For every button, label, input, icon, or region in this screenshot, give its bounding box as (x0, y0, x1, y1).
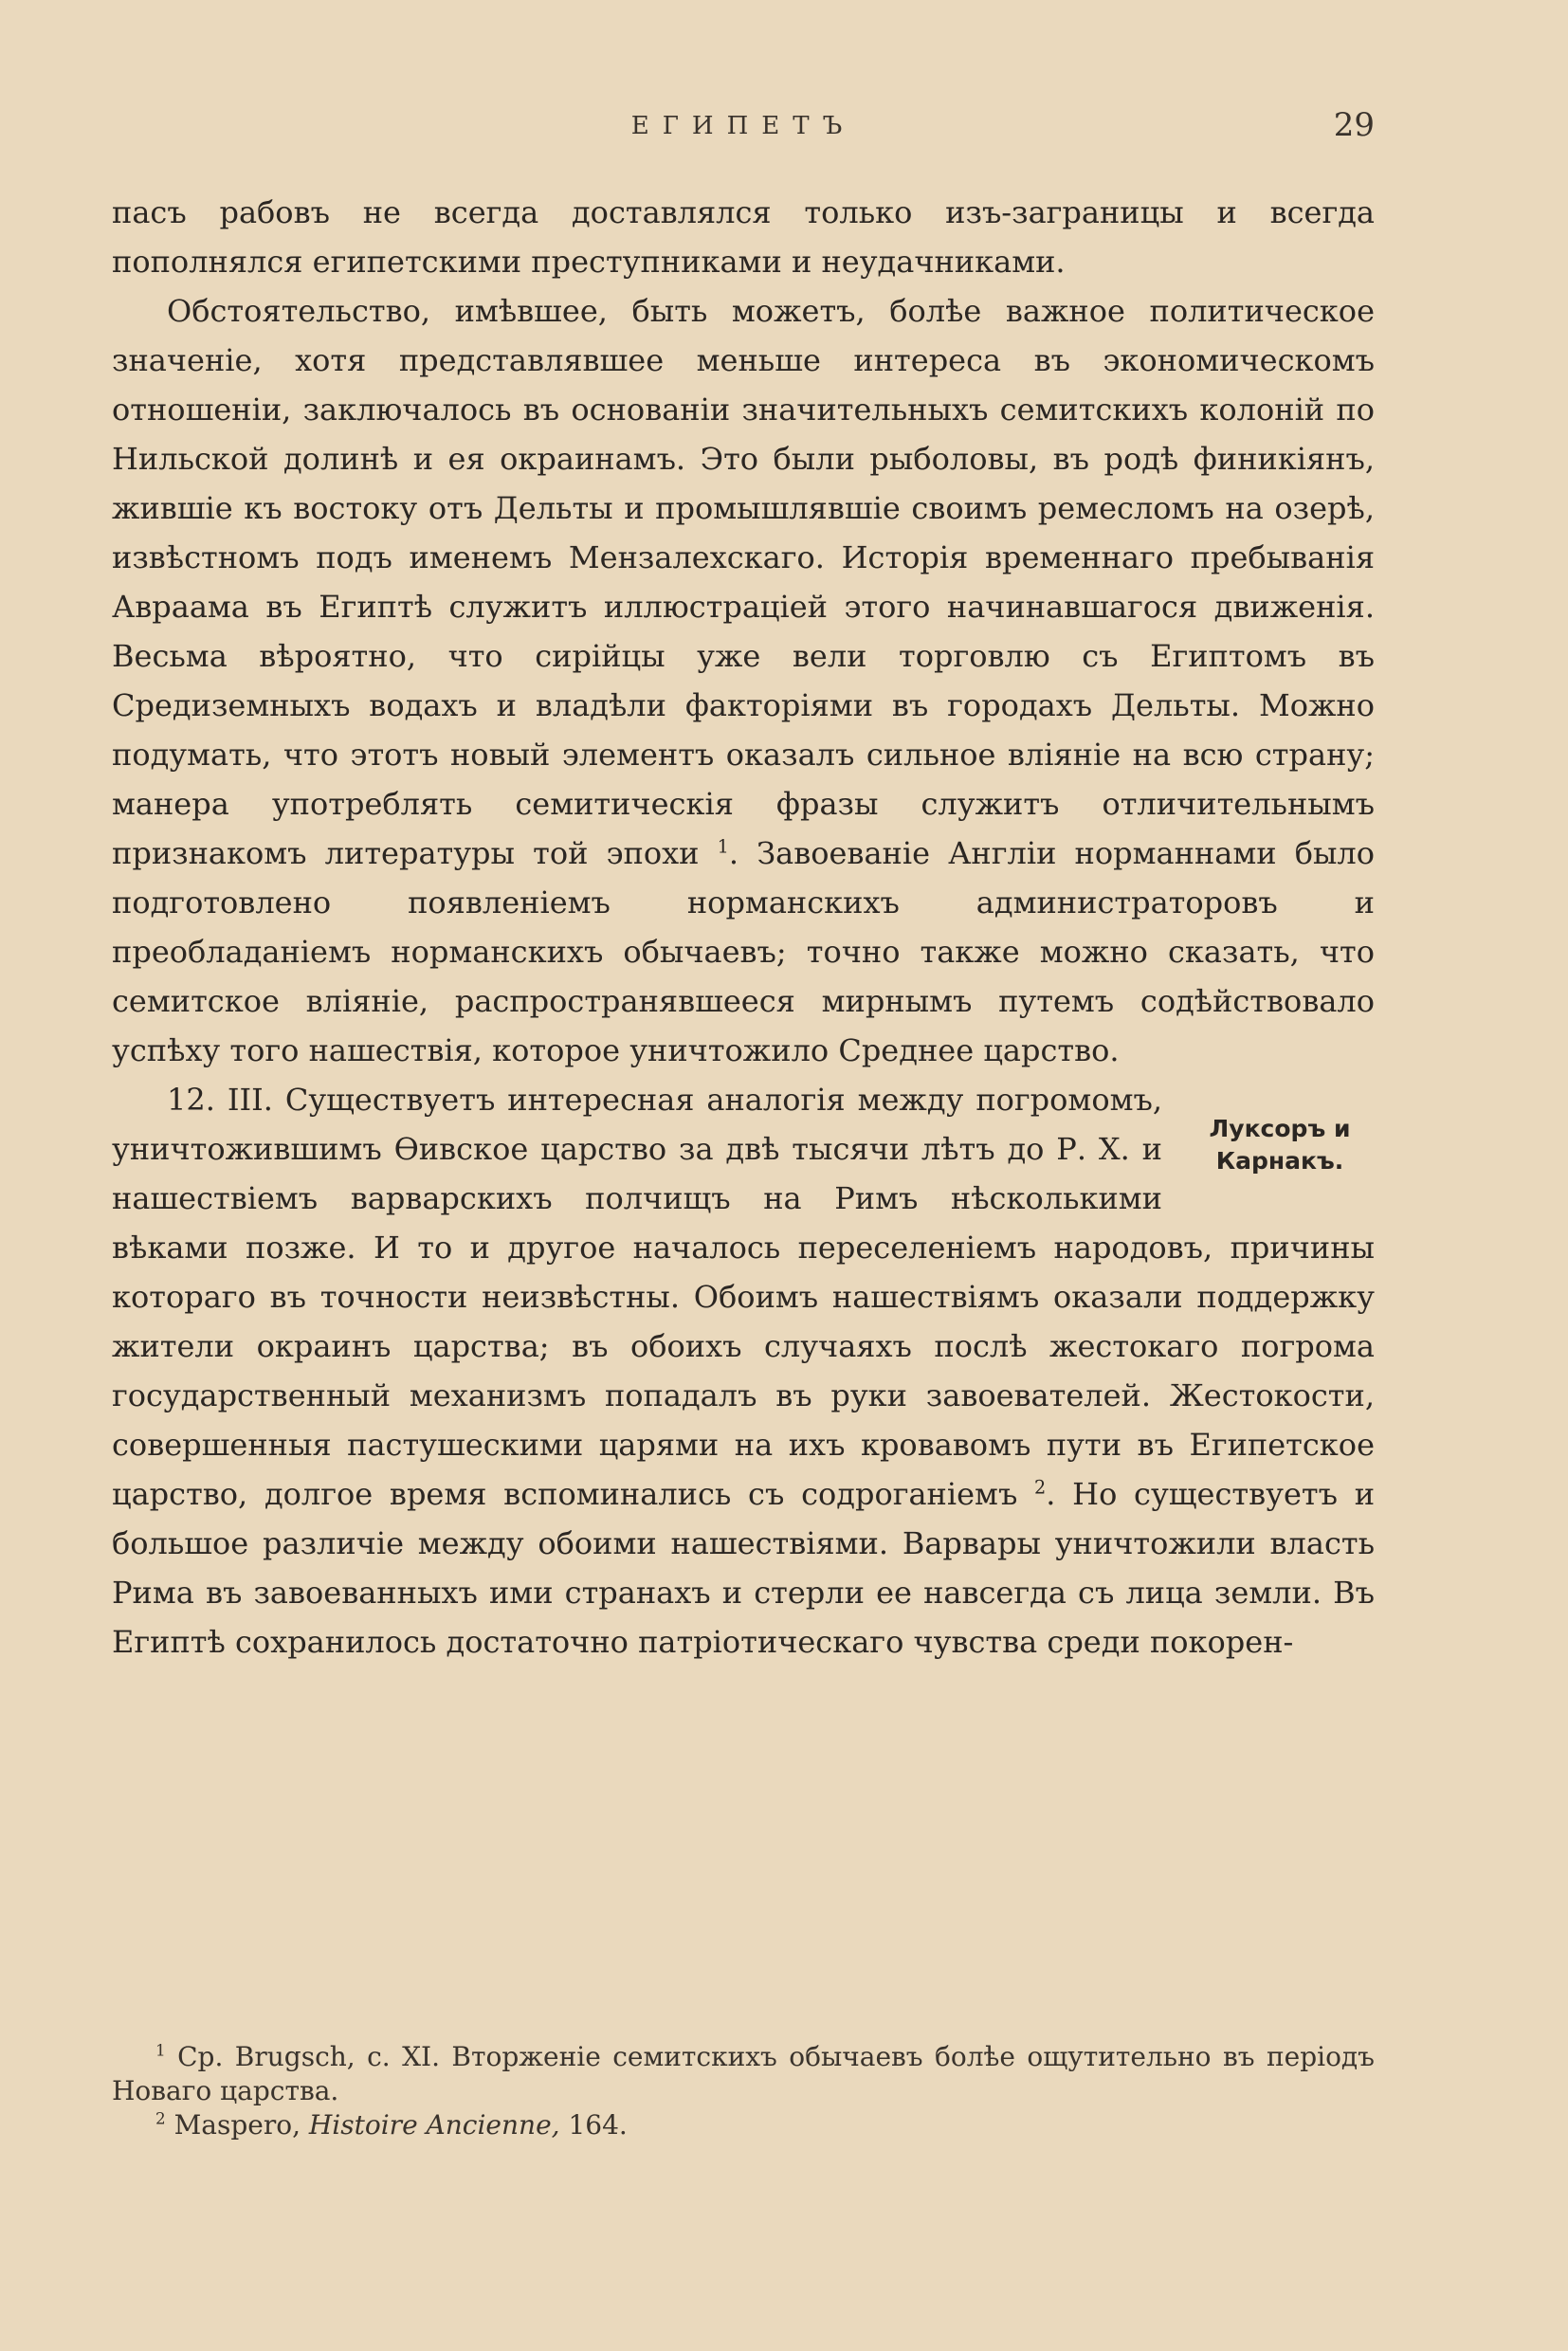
footnote-ref-1[interactable]: 1 (717, 835, 729, 858)
footnote-ref-2[interactable]: 2 (1034, 1476, 1047, 1499)
footnote-2-mark: 2 (155, 2108, 166, 2128)
footnote-2: $^2$ Maspero, Histoire Ancienne, 164. (155, 2108, 628, 2141)
body-text (112, 188, 1375, 1667)
margin-note-line-2: Карнакъ. (1215, 1147, 1344, 1175)
footnotes (112, 2040, 1375, 2142)
running-title: ЕГИПЕТЪ (630, 112, 856, 140)
paragraph-1: пасъ рабовъ не всегда доставлялся только изъ-заграницы и всегда пополнялся египетскими преступниками и неудачниками. (112, 194, 1375, 280)
paragraph-3: 12. III. Существуетъ интересная аналогія между погромомъ, уничтожившимъ Ѳивское царство за двѣ тысячи лѣтъ до Р. Х. и нашествіемъ варварскихъ полчищъ на Римъ нѣсколькими вѣками позже. И то и другое началось переселеніемъ народовъ, причины котораго въ точности неизвѣстны. Обоимъ нашествіямъ оказали поддержку жители окраинъ царства; въ обоихъ случаяхъ послѣ жестокаго погрома государственный механизмъ попадалъ въ руки завоевателей. Жестокости, совершенныя пастушескими царями на ихъ кровавомъ пути въ Египетское царство, долгое время вспоминались съ содроганіемъ $^2$. Но существуетъ и большое различіе между обоими нашествіями. Варвары уничтожили власть Рима въ завоеванныхъ ими странахъ и стерли ее навсегда съ лица земли. Въ Египтѣ сохранилось достаточно патріотическаго чувства среди покорен- (112, 1082, 1376, 1660)
page-header (112, 102, 1375, 150)
paragraph-2: Обстоятельство, имѣвшее, быть можетъ, болѣе важное политическое значеніе, хотя представлявшее меньше интереса въ экономическомъ отношеніи, заключалось въ основаніи значительныхъ семитскихъ колоній по Нильской долинѣ и ея окраинамъ. Это были рыболовы, въ родѣ финикіянъ, жившіе къ востоку отъ Дельты и промышлявшіе своимъ ремесломъ на озерѣ, извѣстномъ подъ именемъ Мензалехскаго. Исторія временнаго пребыванія Авраама въ Египтѣ служитъ иллюстраціей этого начинавшагося движенія. Весьма вѣроятно, что сирійцы уже вели торговлю съ Египтомъ въ Средиземныхъ водахъ и владѣли факторіями въ городахъ Дельты. Можно подумать, что этотъ новый элементъ оказалъ сильное вліяніе на всю страну; манера употреблять семитическія фразы служитъ отличительнымъ признакомъ литературы той эпохи $^1$. Завоеваніе Англіи норманнами было подготовлено появленіемъ норманскихъ администраторовъ и преобладаніемъ норманскихъ обычаевъ; точно также можно сказать, что семитское вліяніе, распространявшееся мирнымъ путемъ содѣйствовало успѣху того нашествія, которое уничтожило Среднее царство. (112, 293, 1376, 1068)
page-number: 29 (1333, 106, 1375, 144)
margin-note (1185, 1113, 1375, 1177)
footnote-1: $^1$ Ср. Brugsch, с. XI. Вторженіе семитскихъ обычаевъ болѣе ощутительно въ періодъ Новаго царства. (112, 2040, 1375, 2106)
footnote-1-mark: 1 (155, 2040, 166, 2060)
margin-note-line-1: Луксоръ и (1209, 1115, 1351, 1142)
footnote-2-title: Histoire Ancienne, (308, 2109, 560, 2141)
